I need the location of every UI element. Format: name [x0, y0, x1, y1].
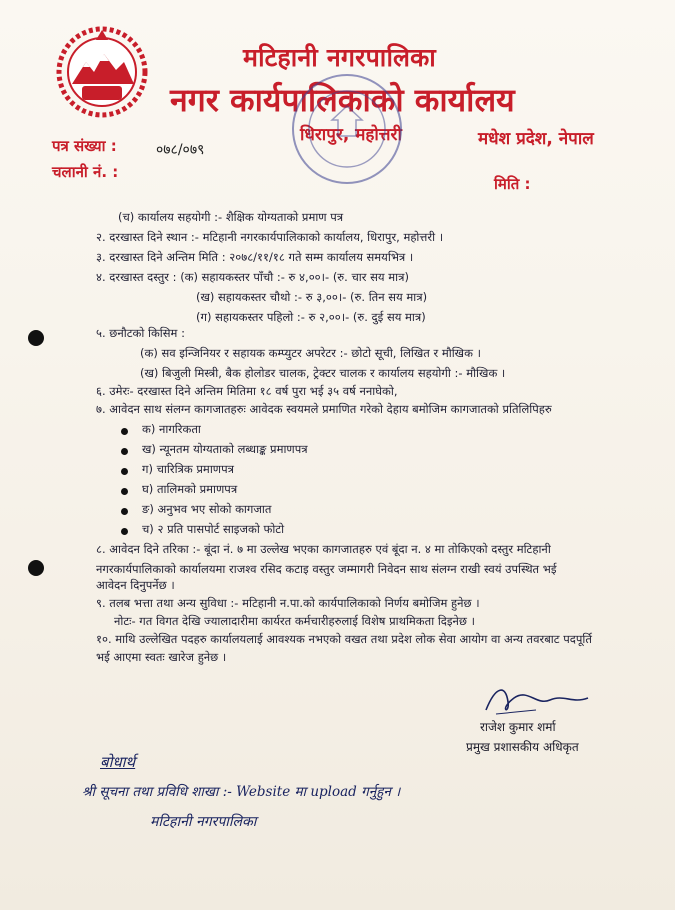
item-age: ६. उमेरः- दरखास्त दिने अन्तिम मितिमा १८ वर्ष पुरा भई ३५ वर्ष ननाघेको,	[96, 384, 398, 398]
handwritten-municipality: मटिहानी नगरपालिका	[150, 814, 257, 830]
item-cancellation-1: १०. माथि उल्लेखित पदहरु कार्यालयलाई आवश्यक नभएको वखत तथा प्रदेश लोक सेवा आयोग वा अन्य तवरबाट पदपूर्ति	[96, 632, 592, 646]
office-name: नगर कार्यपालिकाको कार्यालय	[170, 81, 515, 119]
handwritten-note-line: श्री सूचना तथा प्रविधि शाखा :- Website मा upload गर्नुहुन ।	[82, 784, 401, 800]
province-name: मधेश प्रदेश, नेपाल	[478, 129, 594, 149]
bullet	[121, 488, 128, 495]
doc-list-item: क) नागरिकता	[142, 422, 201, 436]
doc-list-item: ग) चारित्रिक प्रमाणपत्र	[142, 462, 234, 476]
bullet	[121, 448, 128, 455]
date-label: मिति :	[494, 175, 531, 193]
binder-hole-bottom	[28, 560, 44, 576]
item-application-method-1: ८. आवेदन दिने तरिका :- बूंदा नं. ७ मा उल्लेख भएका कागजातहरु एवं बूंदा न. ४ मा तोकिएको दस्तुर मटिहानी	[96, 542, 551, 556]
item-selection-type: ५. छनौटको किसिम :	[96, 326, 185, 340]
office-address: धिरापुर, महोत्तरी	[300, 125, 402, 145]
signature-scribble	[476, 680, 596, 720]
municipality-name: मटिहानी नगरपालिका	[243, 43, 436, 72]
item-application-deadline: ३. दरखास्त दिने अन्तिम मिति : २०७८/११/१८ गते सम्म कार्यालय समयभित्र ।	[96, 250, 414, 264]
bullet	[121, 508, 128, 515]
item-application-method-2: नगरकार्यपालिकाको कार्यालयमा राजश्व रसिद कटाइ वस्तुर जम्मागरी निवेदन साथ संलग्न राखी स्वयं उपस्थित भई	[96, 562, 557, 576]
office-seal-stamp	[288, 70, 406, 188]
doc-list-item: च) २ प्रति पासपोर्ट साइजको फोटो	[142, 522, 285, 536]
signatory-title: प्रमुख प्रशासकीय अधिकृत	[466, 740, 579, 754]
nepal-emblem-logo	[56, 26, 148, 118]
item-fee-b: (ख) सहायकस्तर चौथो :- रु ३,००।- (रु. तिन सय मात्र)	[196, 290, 428, 304]
note-priority: नोटः- गत विगत देखि ज्यालादारीमा कार्यरत कर्मचारीहरुलाई विशेष प्राथमिकता दिइनेछ ।	[114, 614, 476, 628]
doc-list-item: ख) न्यूनतम योग्यताको लब्धाङ्क प्रमाणपत्र	[142, 442, 308, 456]
doc-list-item: घ) तालिमको प्रमाणपत्र	[142, 482, 238, 496]
doc-list-item: ङ) अनुभव भए सोको कागजात	[142, 502, 272, 516]
item-application-method-3: आवेदन दिनुपर्नेछ ।	[96, 578, 175, 592]
item-fee-a: ४. दरखास्त दस्तुर : (क) सहायकस्तर पाँचौ :- रु ४,००।- (रु. चार सय मात्र)	[96, 270, 409, 284]
letter-number-value: ०७८/०७९	[156, 142, 205, 158]
binder-hole-top	[28, 330, 44, 346]
bullet	[121, 428, 128, 435]
item-application-place: २. दरखास्त दिने स्थान :- मटिहानी नगरकार्यपालिकाको कार्यालय, धिरापुर, महोत्तरी ।	[96, 230, 444, 244]
handwritten-heading: बोधार्थ	[100, 753, 136, 771]
item-selection-a: (क) सव इन्जिनियर र सहायक कम्प्युटर अपरेटर :- छोटो सूची, लिखित र मौखिक ।	[140, 346, 481, 360]
signatory-name: राजेश कुमार शर्मा	[480, 720, 556, 734]
item-cancellation-2: भई आएमा स्वतः खारेज हुनेछ ।	[96, 650, 227, 664]
item-fee-c: (ग) सहायकस्तर पहिलो :- रु २,००।- (रु. दुई सय मात्र)	[196, 310, 426, 324]
item-attachments: ७. आवेदन साथ संलग्न कागजातहरुः आवेदक स्वयमले प्रमाणित गरेको देहाय बमोजिम कागजातको प्रतिलिपिहरु	[96, 402, 552, 416]
item-selection-b: (ख) बिजुली मिस्त्री, बैक होलोडर चालक, ट्रेक्टर चालक र कार्यालय सहयोगी :- मौखिक ।	[140, 366, 506, 380]
line-office-assistant-doc: (च) कार्यालय सहयोगी :- शैक्षिक योग्यताको प्रमाण पत्र	[118, 210, 344, 224]
letter-number-label: पत्र संख्या :	[52, 137, 117, 155]
bullet	[121, 528, 128, 535]
dispatch-number-label: चलानी नं. :	[52, 163, 119, 181]
item-salary: ९. तलब भत्ता तथा अन्य सुविधा :- मटिहानी न.पा.को कार्यपालिकाको निर्णय बमोजिम हुनेछ ।	[96, 596, 480, 610]
bullet	[121, 468, 128, 475]
